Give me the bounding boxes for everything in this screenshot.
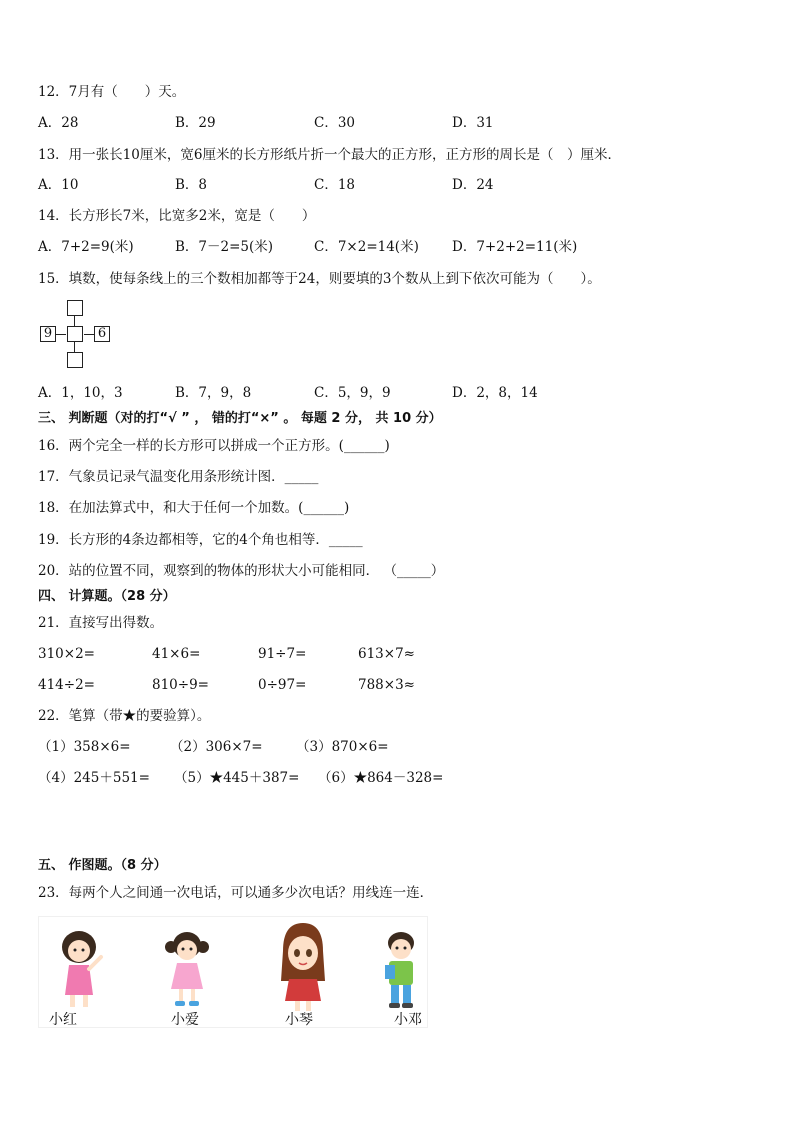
boy-figure-icon: [385, 932, 414, 1008]
section-5-heading: 五、 作图题。（8 分）: [38, 858, 167, 873]
diagram-connector-bottom: [74, 342, 75, 352]
q22-item: （2）306×7=: [170, 739, 263, 755]
question-21-stem: 21．直接写出得数。: [38, 615, 164, 631]
question-20: 20．站的位置不同，观察到的物体的形状大小可能相同． （_____）: [38, 563, 445, 579]
number-box-left: 9: [40, 326, 56, 342]
q21-item: 41×6=: [152, 646, 201, 662]
q21-item: 788×3≈: [358, 677, 415, 693]
q13-option-b[interactable]: B．8: [175, 177, 208, 193]
q14-option-a[interactable]: A．7+2=9(米): [38, 239, 134, 255]
q22-item: （4）245＋551=: [38, 770, 150, 786]
q21-item: 613×7≈: [358, 646, 415, 662]
girl-figure-icon: [281, 923, 325, 1011]
question-23-stem: 23．每两个人之间通一次电话，可以通多少次电话？用线连一连．: [38, 885, 434, 901]
q12-option-d[interactable]: D．31: [452, 115, 494, 131]
diagram-connector-left: [56, 334, 66, 335]
q14-option-c[interactable]: C．7×2=14(米): [314, 239, 419, 255]
q22-item: （3）870×6=: [296, 739, 389, 755]
q13-option-a[interactable]: A．10: [38, 177, 79, 193]
girl-figure-icon: [62, 931, 101, 1007]
q13-option-c[interactable]: C．18: [314, 177, 356, 193]
question-16: 16．两个完全一样的长方形可以拼成一个正方形。(______): [38, 438, 390, 454]
diagram-connector-right: [84, 334, 94, 335]
question-18: 18．在加法算式中，和大于任何一个加数。(______): [38, 500, 350, 516]
q21-item: 310×2=: [38, 646, 95, 662]
q15-option-c[interactable]: C．5，9，9: [314, 385, 391, 401]
q21-item: 91÷7=: [258, 646, 307, 662]
question-22-stem: 22．笔算（带★的要验算）。: [38, 708, 211, 724]
question-14-stem: 14．长方形长7米，比宽多2米，宽是（ ）: [38, 208, 316, 224]
question-13-stem: 13．用一张长10厘米，宽6厘米的长方形纸片折一个最大的正方形，正方形的周长是（ ）厘米．: [38, 147, 621, 163]
section-4-heading: 四、 计算题。（28 分）: [38, 589, 176, 604]
children-figures: [39, 917, 427, 1027]
q13-option-d[interactable]: D．24: [452, 177, 494, 193]
q14-option-b[interactable]: B．7－2=5(米): [175, 239, 274, 255]
q12-option-a[interactable]: A．28: [38, 115, 79, 131]
question-19: 19．长方形的4条边都相等，它的4个角也相等．_____: [38, 532, 363, 548]
blank-box-center[interactable]: [67, 326, 83, 342]
q21-item: 810÷9=: [152, 677, 209, 693]
child-name-label: 小琴: [285, 1012, 313, 1028]
child-name-label: 小爱: [171, 1012, 199, 1028]
q14-option-d[interactable]: D．7+2+2=11(米): [452, 239, 578, 255]
q21-item: 0÷97=: [258, 677, 307, 693]
question-15-stem: 15．填数，使每条线上的三个数相加都等于24，则要填的3个数从上到下依次可能为（ ）。: [38, 271, 601, 287]
diagram-connector-top: [74, 316, 75, 326]
children-illustration: [38, 916, 428, 1028]
q21-item: 414÷2=: [38, 677, 95, 693]
q22-item: （5）★445＋387=: [174, 770, 300, 786]
section-3-heading: 三、 判断题（对的打“√ ” ， 错的打“×” 。 每题 2 分， 共 10 分）: [38, 411, 442, 426]
question-12-stem: 12．7月有（ ）天。: [38, 84, 186, 100]
q12-option-b[interactable]: B．29: [175, 115, 216, 131]
q15-option-a[interactable]: A．1，10，3: [38, 385, 123, 401]
question-17: 17．气象员记录气温变化用条形统计图．_____: [38, 469, 319, 485]
blank-box-bottom[interactable]: [67, 352, 83, 368]
q15-option-b[interactable]: B．7，9，8: [175, 385, 252, 401]
number-box-right: 6: [94, 326, 110, 342]
q15-option-d[interactable]: D．2，8，14: [452, 385, 538, 401]
q22-item: （1）358×6=: [38, 739, 131, 755]
q12-option-c[interactable]: C．30: [314, 115, 356, 131]
child-name-label: 小邓: [394, 1012, 422, 1028]
girl-figure-icon: [165, 932, 209, 1006]
child-name-label: 小红: [49, 1012, 77, 1028]
blank-box-top[interactable]: [67, 300, 83, 316]
q22-item: （6）★864－328=: [318, 770, 444, 786]
